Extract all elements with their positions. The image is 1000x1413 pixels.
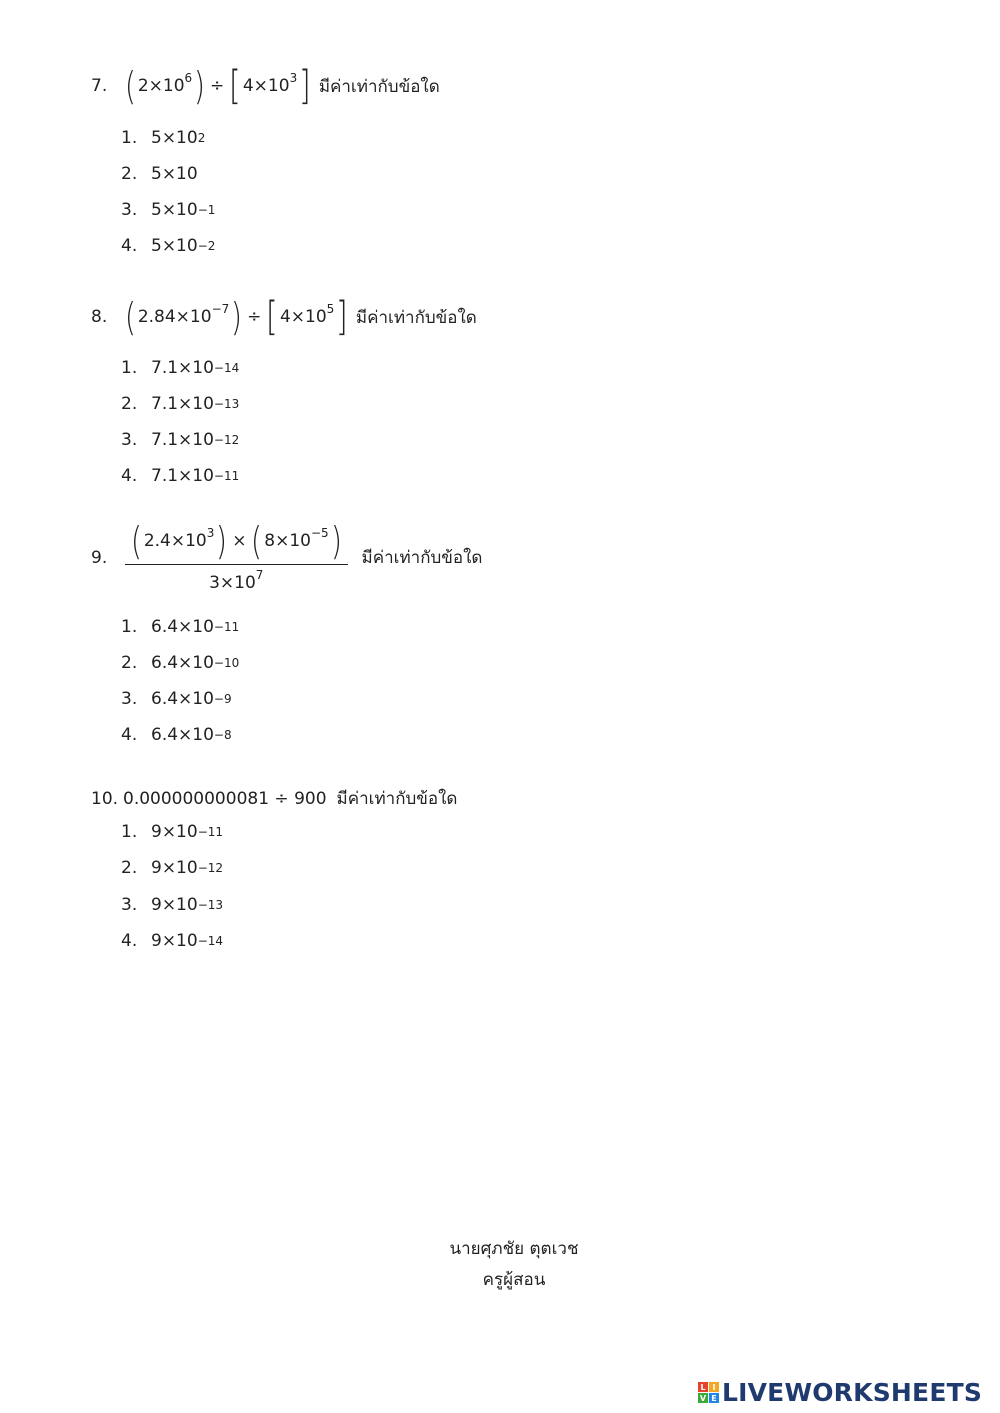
question-8 xyxy=(91,294,477,340)
option-8-2[interactable]: 2. 7.1×10 −13 xyxy=(121,394,240,414)
left-paren: ( xyxy=(124,295,136,339)
option-9-3[interactable]: 3. 6.4×10 −9 xyxy=(121,689,232,709)
right-bracket: ] xyxy=(299,63,311,109)
option-9-1[interactable]: 1. 6.4×10 −11 xyxy=(121,617,240,637)
option-9-2[interactable]: 2. 6.4×10 −10 xyxy=(121,653,240,673)
question-stem: มีค่าเท่ากับข้อใด xyxy=(355,307,477,328)
expression: 0.000000000081 ÷ 900 xyxy=(123,788,327,809)
left-bracket: [ xyxy=(266,294,279,340)
term-b: $4\times 10^5$ xyxy=(279,302,335,327)
question-10 xyxy=(91,785,457,812)
signature-name: นายศุภชัย ตุตเวช xyxy=(449,1239,579,1259)
fraction-numerator: ( $2.4\times 10^3$ ) × ( $8\times 10^{-5}$ ) xyxy=(125,522,348,565)
logo-text: LIVEWORKSHEETS xyxy=(722,1378,983,1407)
right-bracket: ] xyxy=(336,294,348,340)
option-9-4[interactable]: 4. 6.4×10 −8 xyxy=(121,725,232,745)
fraction-denominator: $3\times 10^7$ xyxy=(209,568,264,593)
liveworksheets-logo xyxy=(698,1378,982,1407)
signature-title: ครูผู้สอน xyxy=(482,1270,546,1290)
question-number: 9. xyxy=(91,547,108,568)
left-bracket: [ xyxy=(229,63,241,109)
option-7-3[interactable]: 3. 5×10 −1 xyxy=(121,200,216,220)
left-paren: ( xyxy=(124,64,136,108)
option-8-1[interactable]: 1. 7.1×10 −14 xyxy=(121,358,240,378)
option-7-2[interactable]: 2. 5×10 xyxy=(121,164,198,184)
question-number: 8. xyxy=(91,307,108,327)
question-7 xyxy=(91,63,440,109)
question-stem: มีค่าเท่ากับข้อใด xyxy=(361,548,483,568)
option-7-1[interactable]: 1. 5×10 2 xyxy=(121,128,206,148)
option-10-3[interactable]: 3. 9×10 −13 xyxy=(121,895,224,915)
question-number: 10. xyxy=(91,788,119,809)
option-10-4[interactable]: 4. 9×10 −14 xyxy=(121,931,224,951)
right-paren: ) xyxy=(231,295,243,339)
question-stem: มีค่าเท่ากับข้อใด xyxy=(318,76,440,97)
operator: ÷ xyxy=(210,76,225,96)
option-8-4[interactable]: 4. 7.1×10 −11 xyxy=(121,466,240,486)
question-number: 7. xyxy=(91,76,108,96)
term-a: $2\times 10^6$ xyxy=(137,71,193,96)
question-9 xyxy=(91,519,483,593)
logo-badge-icon: L I V E xyxy=(698,1382,719,1403)
option-7-4[interactable]: 4. 5×10 −2 xyxy=(121,236,216,256)
term-b: $4\times 10^3$ xyxy=(242,71,298,96)
question-stem: มีค่าเท่ากับข้อใด xyxy=(336,789,458,809)
option-10-2[interactable]: 2. 9×10 −12 xyxy=(121,858,224,878)
option-10-1[interactable]: 1. 9×10 −11 xyxy=(121,822,224,842)
operator: ÷ xyxy=(247,307,262,327)
right-paren: ) xyxy=(194,64,206,108)
term-a: $2.84\times 10^{-7}$ xyxy=(137,302,230,327)
option-8-3[interactable]: 3. 7.1×10 −12 xyxy=(121,430,240,450)
fraction xyxy=(125,519,348,593)
